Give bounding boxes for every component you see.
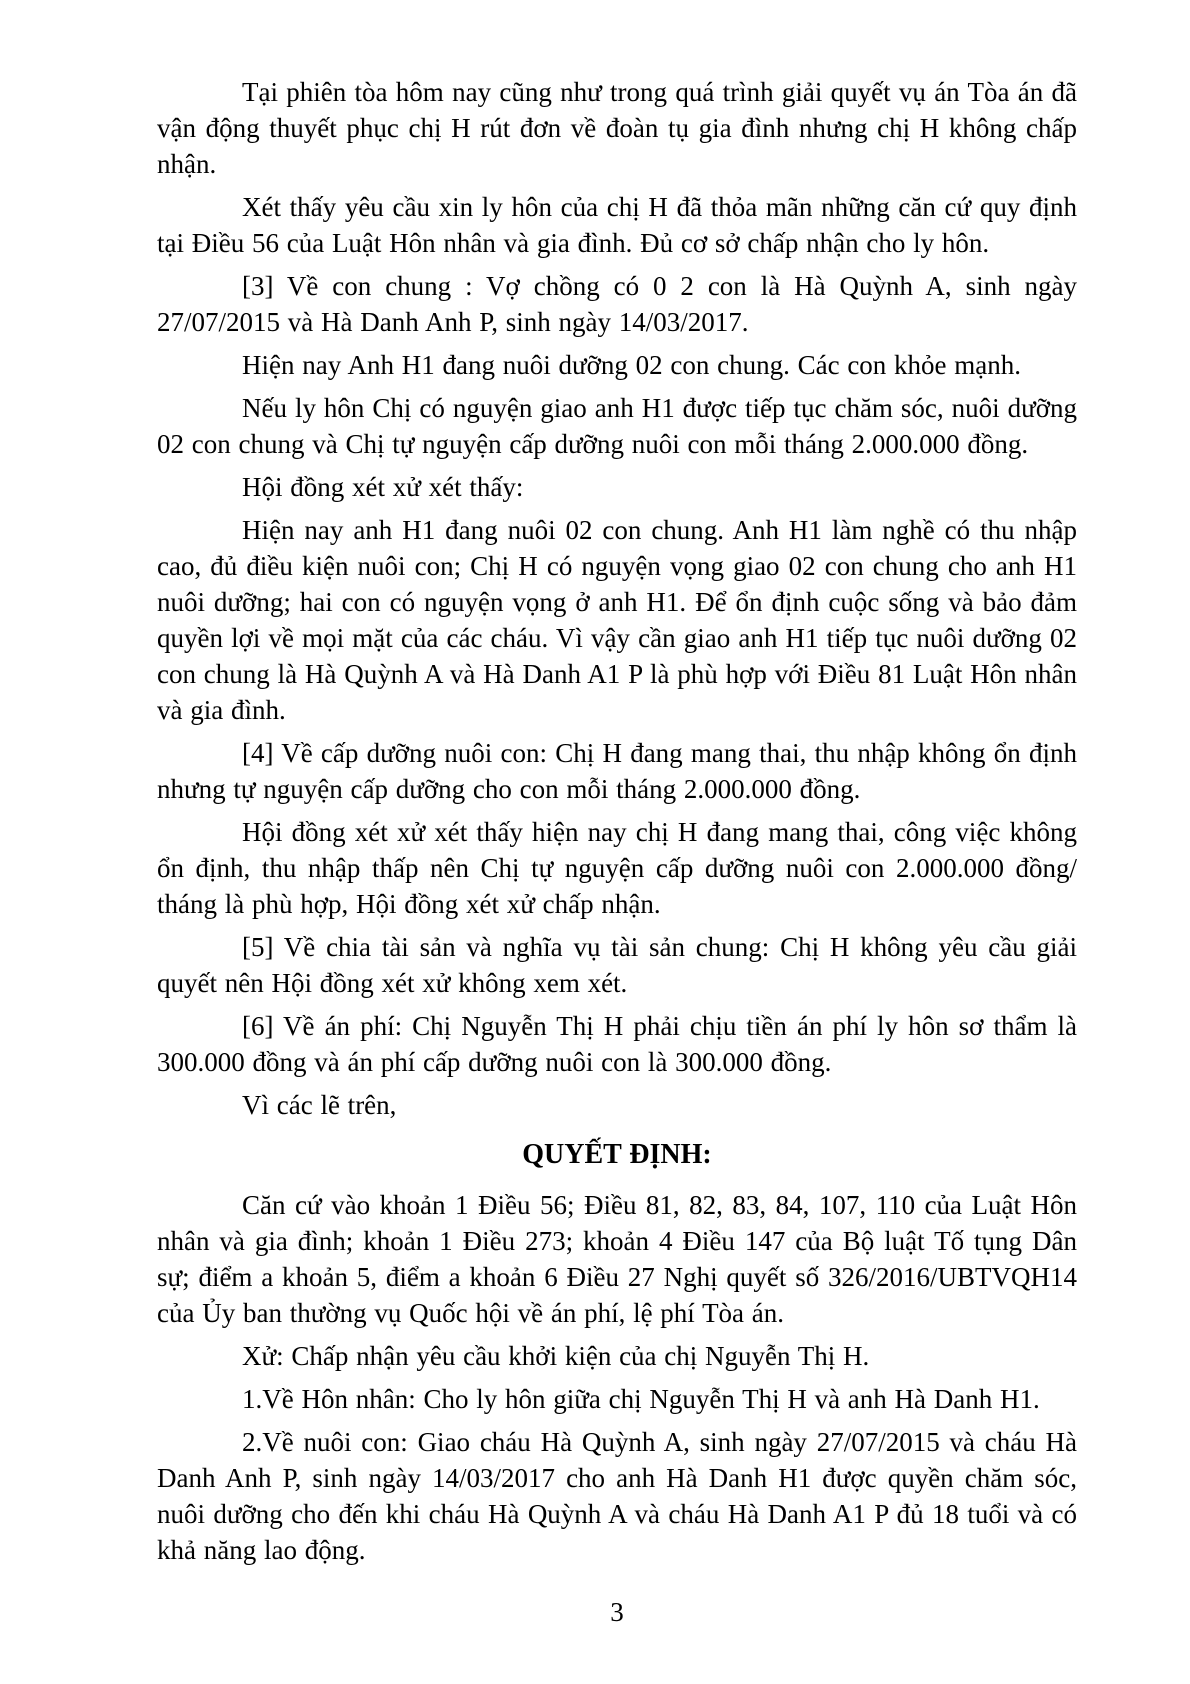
paragraph-4-child-support: [4] Về cấp dưỡng nuôi con: Chị H đang mang thai, thu nhập không ổn định nhưng tự nguyện cấp dưỡng cho con mỗi tháng 2.000.000 đồng.	[157, 738, 1077, 804]
paragraph-divorce-grounds: Xét thấy yêu cầu xin ly hôn của chị H đã thỏa mãn những căn cứ quy định tại Điều 56 của Luật Hôn nhân và gia đình. Đủ cơ sở chấp nhận cho ly hôn.	[157, 192, 1077, 258]
decision-heading: QUYẾT ĐỊNH:	[522, 1139, 712, 1170]
paragraph-custody-assessment: Hiện nay anh H1 đang nuôi 02 con chung. Anh H1 làm nghề có thu nhập cao, đủ điều kiện nuôi con; Chị H có nguyện vọng giao 02 con chung cho anh H1 nuôi dưỡng; hai con có nguyện vọng ở anh H1. Để ổn định cuộc sống và bảo đảm quyền lợi về mọi mặt của các cháu. Vì vậy cần giao anh H1 tiếp tục nuôi dưỡng 02 con chung là Hà Quỳnh A và Hà Danh A1 P là phù hợp với Điều 81 Luật Hôn nhân và gia đình.	[157, 515, 1077, 725]
paragraph-support-assessment: Hội đồng xét xử xét thấy hiện nay chị H đang mang thai, công việc không ổn định, thu nhập thấp nên Chị tự nguyện cấp dưỡng nuôi con 2.000.000 đồng/ tháng là phù hợp, Hội đồng xét xử chấp nhận.	[157, 817, 1077, 919]
paragraph-for-these-reasons: Vì các lẽ trên,	[242, 1090, 397, 1120]
paragraph-ruling-marriage: 1.Về Hôn nhân: Cho ly hôn giữa chị Nguyễn Thị H và anh Hà Danh H1.	[242, 1384, 1040, 1414]
page-number: 3	[610, 1597, 624, 1627]
paragraph-5-property: [5] Về chia tài sản và nghĩa vụ tài sản chung: Chị H không yêu cầu giải quyết nên Hội đồng xét xử không xem xét.	[157, 932, 1077, 998]
paragraph-children-health: Hiện nay Anh H1 đang nuôi dưỡng 02 con chung. Các con khỏe mạnh.	[242, 350, 1022, 380]
paragraph-ruling-custody: 2.Về nuôi con: Giao cháu Hà Quỳnh A, sinh ngày 27/07/2015 và cháu Hà Danh Anh P, sinh ngày 14/03/2017 cho anh Hà Danh H1 được quyền chăm sóc, nuôi dưỡng cho đến khi cháu Hà Quỳnh A và cháu Hà Danh A1 P đủ 18 tuổi và có khả năng lao động.	[157, 1427, 1077, 1565]
paragraph-ruling-accept-claim: Xử: Chấp nhận yêu cầu khởi kiện của chị Nguyễn Thị H.	[242, 1341, 870, 1371]
paragraph-3-children: [3] Về con chung : Vợ chồng có 0 2 con là Hà Quỳnh A, sinh ngày 27/07/2015 và Hà Danh Anh P, sinh ngày 14/03/2017.	[157, 271, 1077, 337]
paragraph-court-persuasion: Tại phiên tòa hôm nay cũng như trong quá trình giải quyết vụ án Tòa án đã vận động thuyết phục chị H rút đơn về đoàn tụ gia đình nhưng chị H không chấp nhận.	[157, 77, 1077, 179]
paragraph-legal-basis: Căn cứ vào khoản 1 Điều 56; Điều 81, 82, 83, 84, 107, 110 của Luật Hôn nhân và gia đình; khoản 1 Điều 273; khoản 4 Điều 147 của Bộ luật Tố tụng Dân sự; điểm a khoản 5, điểm a khoản 6 Điều 27 Nghị quyết số 326/2016/UBTVQH14 của Ủy ban thường vụ Quốc hội về án phí, lệ phí Tòa án.	[157, 1190, 1077, 1328]
paragraph-6-court-fees: [6] Về án phí: Chị Nguyễn Thị H phải chịu tiền án phí ly hôn sơ thẩm là 300.000 đồng và án phí cấp dưỡng nuôi con là 300.000 đồng.	[157, 1011, 1077, 1077]
paragraph-custody-wish: Nếu ly hôn Chị có nguyện giao anh H1 được tiếp tục chăm sóc, nuôi dưỡng 02 con chung và Chị tự nguyện cấp dưỡng nuôi con mỗi tháng 2.000.000 đồng.	[157, 393, 1077, 459]
paragraph-panel-finds-label: Hội đồng xét xử xét thấy:	[242, 472, 524, 502]
